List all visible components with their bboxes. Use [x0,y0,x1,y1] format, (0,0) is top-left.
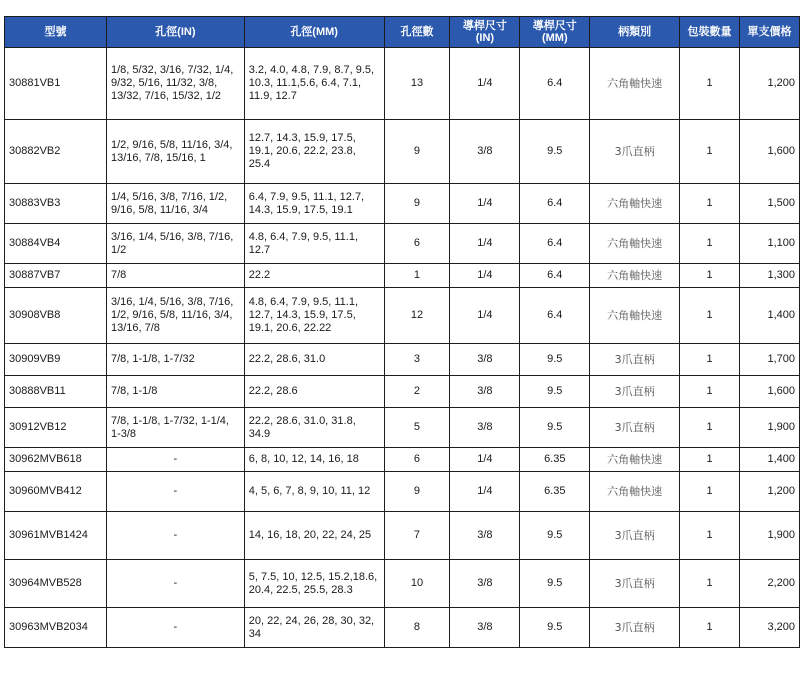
hole-in-cell: - [106,472,244,512]
model-cell: 30887VB7 [5,264,107,288]
guide-in-cell: 3/8 [450,608,520,648]
table-row [5,608,800,648]
hole-mm-cell: 4.8, 6.4, 7.9, 9.5, 11.1, 12.7 [244,224,384,264]
guide-mm-cell: 6.4 [520,184,590,224]
model-cell: 30881VB1 [5,48,107,120]
price-cell: 1,100 [739,224,799,264]
shank-cell: 3爪直柄 [590,344,680,376]
guide-mm-cell: 9.5 [520,560,590,608]
shank-cell: 六角軸快速 [590,472,680,512]
table-row [5,48,800,120]
model-cell: 30964MVB528 [5,560,107,608]
guide-in-cell: 1/4 [450,472,520,512]
model-cell: 30963MVB2034 [5,608,107,648]
table-row [5,184,800,224]
pack-cell: 1 [680,344,740,376]
hole-mm-cell: 6, 8, 10, 12, 14, 16, 18 [244,448,384,472]
price-cell: 1,700 [739,344,799,376]
pack-cell: 1 [680,448,740,472]
shank-cell: 3爪直柄 [590,560,680,608]
model-cell: 30884VB4 [5,224,107,264]
price-cell: 1,200 [739,472,799,512]
hole-mm-cell: 12.7, 14.3, 15.9, 17.5, 19.1, 20.6, 22.2, 23.8, 25.4 [244,120,384,184]
hole-mm-cell: 22.2, 28.6, 31.0, 31.8, 34.9 [244,408,384,448]
hole-count-cell: 9 [384,472,450,512]
hole-in-cell: - [106,560,244,608]
model-cell: 30960MVB412 [5,472,107,512]
guide-in-cell: 1/4 [450,184,520,224]
header-price: 單支價格 [739,17,799,48]
header-row [5,17,800,48]
shank-cell: 六角軸快速 [590,288,680,344]
model-cell: 30888VB11 [5,376,107,408]
guide-in-cell: 3/8 [450,120,520,184]
hole-count-cell: 9 [384,184,450,224]
model-cell: 30883VB3 [5,184,107,224]
shank-cell: 3爪直柄 [590,120,680,184]
table-row [5,408,800,448]
hole-in-cell: 1/4, 5/16, 3/8, 7/16, 1/2, 9/16, 5/8, 11/16, 3/4 [106,184,244,224]
price-cell: 1,300 [739,264,799,288]
hole-in-cell: 7/8 [106,264,244,288]
pack-cell: 1 [680,472,740,512]
table-row [5,264,800,288]
spec-table [4,16,800,648]
shank-cell: 3爪直柄 [590,608,680,648]
hole-in-cell: 7/8, 1-1/8 [106,376,244,408]
pack-cell: 1 [680,376,740,408]
guide-mm-cell: 9.5 [520,408,590,448]
pack-cell: 1 [680,184,740,224]
shank-cell: 六角軸快速 [590,224,680,264]
guide-mm-cell: 9.5 [520,376,590,408]
guide-in-cell: 3/8 [450,408,520,448]
model-cell: 30962MVB618 [5,448,107,472]
shank-cell: 六角軸快速 [590,184,680,224]
guide-mm-cell: 9.5 [520,608,590,648]
hole-in-cell: - [106,608,244,648]
header-shank: 柄類別 [590,17,680,48]
price-cell: 1,400 [739,448,799,472]
shank-cell: 六角軸快速 [590,448,680,472]
guide-in-cell: 1/4 [450,48,520,120]
hole-count-cell: 3 [384,344,450,376]
hole-mm-cell: 3.2, 4.0, 4.8, 7.9, 8.7, 9.5, 10.3, 11.1,5.6, 6.4, 7.1, 11.9, 12.7 [244,48,384,120]
shank-cell: 3爪直柄 [590,408,680,448]
header-model: 型號 [5,17,107,48]
pack-cell: 1 [680,264,740,288]
hole-mm-cell: 6.4, 7.9, 9.5, 11.1, 12.7, 14.3, 15.9, 17.5, 19.1 [244,184,384,224]
header-hole-in: 孔徑(IN) [106,17,244,48]
guide-mm-cell: 6.4 [520,264,590,288]
table-row [5,512,800,560]
shank-cell: 六角軸快速 [590,48,680,120]
guide-in-cell: 1/4 [450,448,520,472]
table-row [5,448,800,472]
pack-cell: 1 [680,120,740,184]
pack-cell: 1 [680,560,740,608]
model-cell: 30909VB9 [5,344,107,376]
table-row [5,288,800,344]
hole-count-cell: 13 [384,48,450,120]
hole-mm-cell: 22.2, 28.6 [244,376,384,408]
hole-mm-cell: 14, 16, 18, 20, 22, 24, 25 [244,512,384,560]
header-guide-mm-line1: 導桿尺寸 [532,20,577,32]
guide-in-cell: 3/8 [450,560,520,608]
hole-mm-cell: 22.2 [244,264,384,288]
price-cell: 1,200 [739,48,799,120]
hole-count-cell: 10 [384,560,450,608]
price-cell: 1,900 [739,512,799,560]
guide-mm-cell: 6.35 [520,448,590,472]
model-cell: 30908VB8 [5,288,107,344]
hole-in-cell: 1/2, 9/16, 5/8, 11/16, 3/4, 13/16, 7/8, 15/16, 1 [106,120,244,184]
model-cell: 30912VB12 [5,408,107,448]
pack-cell: 1 [680,608,740,648]
header-pack: 包裝數量 [680,17,740,48]
hole-in-cell: 7/8, 1-1/8, 1-7/32 [106,344,244,376]
shank-cell: 六角軸快速 [590,264,680,288]
hole-count-cell: 7 [384,512,450,560]
guide-in-cell: 1/4 [450,224,520,264]
shank-cell: 3爪直柄 [590,376,680,408]
table-row [5,344,800,376]
hole-mm-cell: 5, 7.5, 10, 12.5, 15.2,18.6, 20.4, 22.5, 25.5, 28.3 [244,560,384,608]
hole-mm-cell: 4.8, 6.4, 7.9, 9.5, 11.1, 12.7, 14.3, 15.9, 17.5, 19.1, 20.6, 22.22 [244,288,384,344]
hole-count-cell: 2 [384,376,450,408]
pack-cell: 1 [680,48,740,120]
hole-count-cell: 1 [384,264,450,288]
guide-in-cell: 3/8 [450,512,520,560]
price-cell: 1,400 [739,288,799,344]
price-cell: 1,600 [739,376,799,408]
header-guide-mm [520,17,590,48]
table-body [5,48,800,648]
guide-mm-cell: 9.5 [520,512,590,560]
header-hole-mm: 孔徑(MM) [244,17,384,48]
hole-in-cell: 7/8, 1-1/8, 1-7/32, 1-1/4, 1-3/8 [106,408,244,448]
table-row [5,472,800,512]
guide-mm-cell: 6.4 [520,224,590,264]
model-cell: 30882VB2 [5,120,107,184]
price-cell: 1,500 [739,184,799,224]
shank-cell: 3爪直柄 [590,512,680,560]
guide-mm-cell: 9.5 [520,120,590,184]
hole-in-cell: - [106,512,244,560]
header-guide-in-line1: 導桿尺寸 [462,20,507,32]
guide-in-cell: 1/4 [450,264,520,288]
guide-in-cell: 3/8 [450,344,520,376]
hole-count-cell: 8 [384,608,450,648]
header-guide-mm-line2: (MM) [541,32,568,44]
hole-count-cell: 9 [384,120,450,184]
hole-in-cell: 3/16, 1/4, 5/16, 3/8, 7/16, 1/2 [106,224,244,264]
hole-count-cell: 12 [384,288,450,344]
guide-in-cell: 3/8 [450,376,520,408]
hole-in-cell: - [106,448,244,472]
header-guide-in-line2: (IN) [475,32,495,44]
pack-cell: 1 [680,408,740,448]
header-hole-count: 孔徑數 [384,17,450,48]
hole-count-cell: 5 [384,408,450,448]
guide-mm-cell: 9.5 [520,344,590,376]
table-row [5,376,800,408]
pack-cell: 1 [680,288,740,344]
price-cell: 1,900 [739,408,799,448]
table-row [5,560,800,608]
hole-mm-cell: 4, 5, 6, 7, 8, 9, 10, 11, 12 [244,472,384,512]
hole-mm-cell: 22.2, 28.6, 31.0 [244,344,384,376]
price-cell: 1,600 [739,120,799,184]
table-row [5,120,800,184]
guide-mm-cell: 6.4 [520,288,590,344]
model-cell: 30961MVB1424 [5,512,107,560]
price-cell: 3,200 [739,608,799,648]
guide-in-cell: 1/4 [450,288,520,344]
header-guide-in [450,17,520,48]
pack-cell: 1 [680,224,740,264]
hole-count-cell: 6 [384,224,450,264]
guide-mm-cell: 6.4 [520,48,590,120]
hole-in-cell: 3/16, 1/4, 5/16, 3/8, 7/16, 1/2, 9/16, 5/8, 11/16, 3/4, 13/16, 7/8 [106,288,244,344]
hole-in-cell: 1/8, 5/32, 3/16, 7/32, 1/4, 9/32, 5/16, 11/32, 3/8, 13/32, 7/16, 15/32, 1/2 [106,48,244,120]
guide-mm-cell: 6.35 [520,472,590,512]
pack-cell: 1 [680,512,740,560]
hole-count-cell: 6 [384,448,450,472]
price-cell: 2,200 [739,560,799,608]
hole-mm-cell: 20, 22, 24, 26, 28, 30, 32, 34 [244,608,384,648]
table-row [5,224,800,264]
